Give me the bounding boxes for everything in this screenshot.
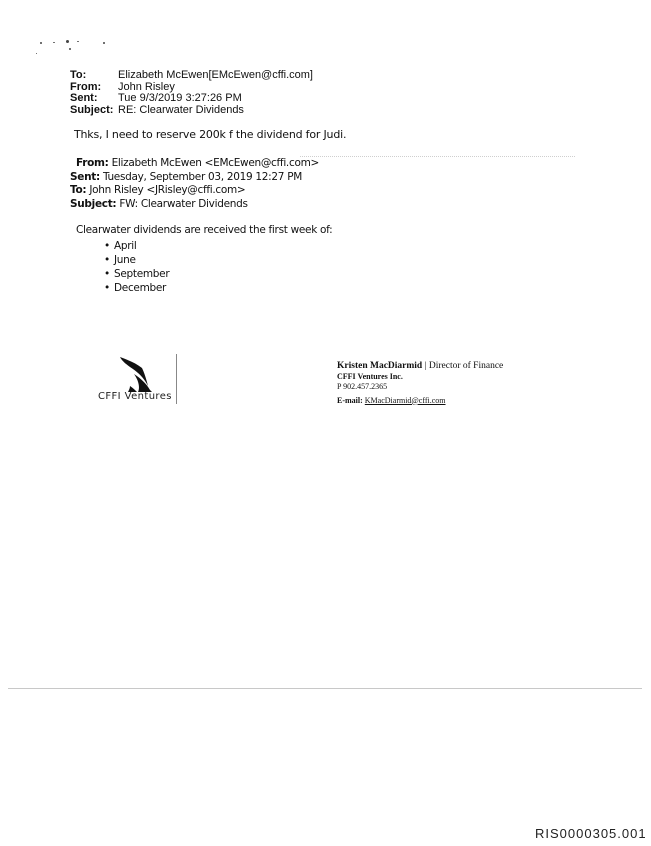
header-to-row	[70, 70, 313, 82]
fwd-from-row	[70, 157, 319, 171]
fwd-to-label: To:	[70, 184, 87, 196]
reply-body: Thks, I need to reserve 200k f the dividend for Judi.	[74, 128, 347, 141]
forwarded-header	[70, 157, 319, 211]
header-subject-row	[70, 105, 313, 117]
header-subject-label: Subject:	[70, 103, 114, 116]
signature-email-label: E-mail:	[337, 395, 363, 405]
list-item: • September	[104, 267, 169, 281]
header-to-label: To:	[70, 69, 87, 81]
header-to-value: Elizabeth McEwen[EMcEwen@cffi.com]	[118, 69, 313, 81]
fwd-subject-label: Subject:	[70, 197, 117, 210]
fwd-to-value: John Risley <JRisley@cffi.com>	[89, 184, 246, 196]
header-from-value: John Risley	[118, 80, 175, 93]
scan-speck	[36, 53, 37, 54]
fwd-to-row	[70, 184, 319, 198]
email-header	[70, 70, 313, 116]
signature-email-link[interactable]: KMacDiarmid@cffi.com	[364, 395, 446, 405]
list-item: • June	[104, 253, 169, 267]
scan-speck	[66, 40, 69, 43]
header-sent-value: Tue 9/3/2019 3:27:26 PM	[118, 92, 242, 104]
scan-speck	[103, 42, 105, 44]
body-intro: Clearwater dividends are received the first week of:	[76, 224, 333, 236]
bates-number: RIS0000305.001	[535, 826, 647, 841]
signature-company: CFFI Ventures Inc.	[337, 371, 403, 381]
header-sent-row	[70, 93, 313, 105]
logo-wordmark: CFFI Ventures	[98, 391, 172, 402]
header-from-label: From:	[70, 80, 102, 93]
months-list	[104, 239, 169, 295]
fwd-subject-value: FW: Clearwater Dividends	[119, 197, 248, 210]
fwd-sent-row	[70, 171, 319, 185]
email-signature	[337, 360, 503, 406]
list-item: • December	[104, 281, 169, 295]
forward-divider	[300, 156, 575, 157]
signature-phone: P 902.457.2365	[337, 382, 388, 391]
fwd-from-value: Elizabeth McEwen <EMcEwen@cffi.com>	[111, 157, 319, 169]
signature-email-row	[337, 396, 503, 407]
fwd-subject-row	[70, 198, 319, 212]
page-divider	[8, 688, 642, 689]
signature-title: | Director of Finance	[422, 361, 504, 371]
signature-name-line	[337, 360, 503, 372]
fwd-sent-label: Sent:	[70, 170, 100, 183]
fwd-from-label: From:	[76, 157, 109, 169]
fwd-sent-value: Tuesday, September 03, 2019 12:27 PM	[102, 170, 302, 183]
scan-speck	[77, 41, 79, 42]
logo-divider	[176, 354, 177, 404]
signature-name: Kristen MacDiarmid	[337, 361, 423, 371]
scan-speck	[40, 42, 42, 44]
scan-speck	[69, 48, 71, 50]
scan-speck	[53, 42, 55, 43]
header-sent-label: Sent:	[70, 92, 98, 104]
header-subject-value: RE: Clearwater Dividends	[118, 103, 244, 116]
list-item: • April	[104, 239, 169, 253]
